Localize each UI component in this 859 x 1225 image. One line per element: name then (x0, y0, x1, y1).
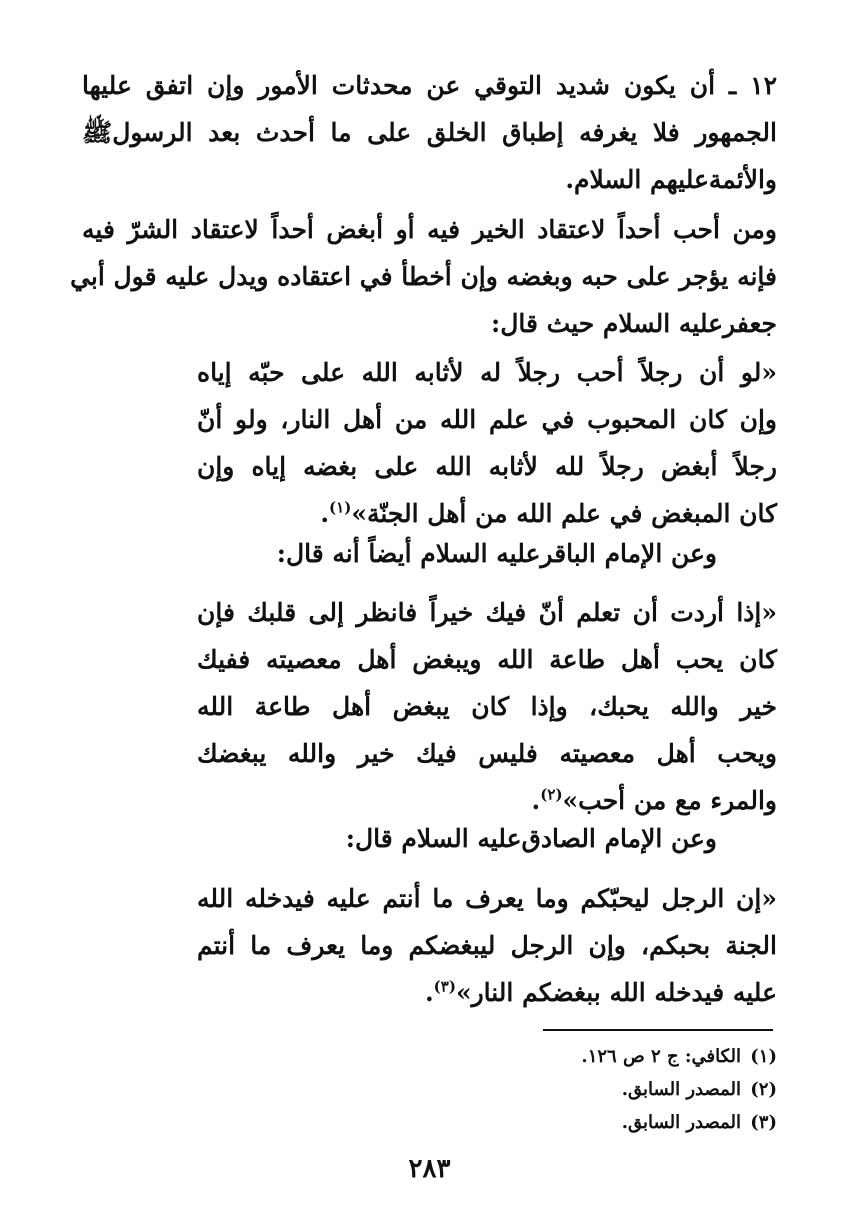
text-line: والأئمة‌عليهم السلام. (565, 165, 777, 194)
quote-end: . (531, 786, 541, 815)
text-line: ومن أحب أحداً لاعتقاد الخير فيه أو أبغض أحداً لاعتقاد الشرّ فيه (82, 215, 777, 244)
text-line: فإنه يؤجر على حبه وبغضه وإن أخطأ في اعتقاده ويدل عليه قول أبي (70, 262, 777, 291)
quote-text: عليه فيدخله الله ببغضكم النار» (455, 978, 777, 1007)
intro-imam-sadiq (117, 815, 717, 862)
hadith-quote-1 (197, 349, 777, 537)
quote-line: وإن كان المحبوب في علم الله من أهل النار، ولو أنّ (197, 405, 777, 434)
text-line: وعن الإمام الباقر‌عليه السلام أيضاً أنه قال: (276, 539, 717, 568)
quote-line: الجنة بحبكم، وإن الرجل ليبغضكم وما يعرف ما أنتم (197, 931, 777, 960)
paragraph-love-and-hate (70, 206, 777, 347)
quote-line-last (197, 969, 777, 1016)
quote-text: كان المبغض في علم الله من أهل الجنّة» (351, 499, 777, 528)
intro-imam-baqir (117, 530, 717, 577)
footnote-text: المصدر السابق. (621, 1112, 741, 1133)
footnote-text: المصدر السابق. (621, 1079, 741, 1100)
footnote-number: (٢) (750, 1079, 777, 1100)
footnote-ref[interactable]: (١) (329, 498, 352, 517)
footnote-item (457, 1040, 777, 1073)
hadith-quote-2 (197, 589, 777, 824)
quote-line: «إن الرجل ليحبّكم وما يعرف ما أنتم عليه فيدخله الله (197, 884, 777, 913)
footnote-item (457, 1106, 777, 1139)
quote-line: خير والله يحبك، وإذا كان يبغض أهل طاعة الله (197, 692, 777, 721)
footnotes (457, 1040, 777, 1139)
footnote-separator (543, 1029, 773, 1031)
text-line: وعن الإمام الصادق‌عليه السلام قال: (345, 824, 717, 853)
footnote-ref[interactable]: (٢) (540, 785, 563, 804)
quote-line: ويحب أهل معصيته فليس فيك خير والله يبغضك (197, 739, 777, 768)
text-line: ١٢ ـ أن يكون شديد التوقي عن محدثات الأمور وإن اتفق عليها (82, 71, 777, 100)
text-line: الجمهور فلا يغرفه إطباق الخلق على ما أحدث بعد الرسولﷺ (82, 118, 777, 147)
footnote-ref[interactable]: (٣) (433, 977, 456, 996)
quote-line: كان يحب أهل طاعة الله ويبغض أهل معصيته ففيك (197, 645, 777, 674)
paragraph-12 (82, 62, 777, 203)
footnote-item (457, 1073, 777, 1106)
text-line: جعفر‌عليه السلام حيث قال: (491, 309, 777, 338)
quote-end: . (320, 499, 330, 528)
page-number: ٢٨٣ (408, 1154, 451, 1184)
quote-line: «لو أن رجلاً أحب رجلاً له لأثابه الله على حبّه إياه (197, 358, 777, 387)
quote-end: . (424, 978, 434, 1007)
quote-text: والمرء مع من أحب» (562, 786, 777, 815)
hadith-quote-3 (197, 875, 777, 1016)
quote-line: «إذا أردت أن تعلم أنّ فيك خيراً فانظر إلى قلبك فإن (197, 598, 777, 627)
quote-line: رجلاً أبغض رجلاً لله لأثابه الله على بغضه إياه وإن (197, 452, 777, 481)
footnote-number: (١) (750, 1046, 777, 1067)
footnote-number: (٣) (750, 1112, 777, 1133)
footnote-text: الكافي: ج ٢ ص ١٢٦. (581, 1046, 741, 1067)
